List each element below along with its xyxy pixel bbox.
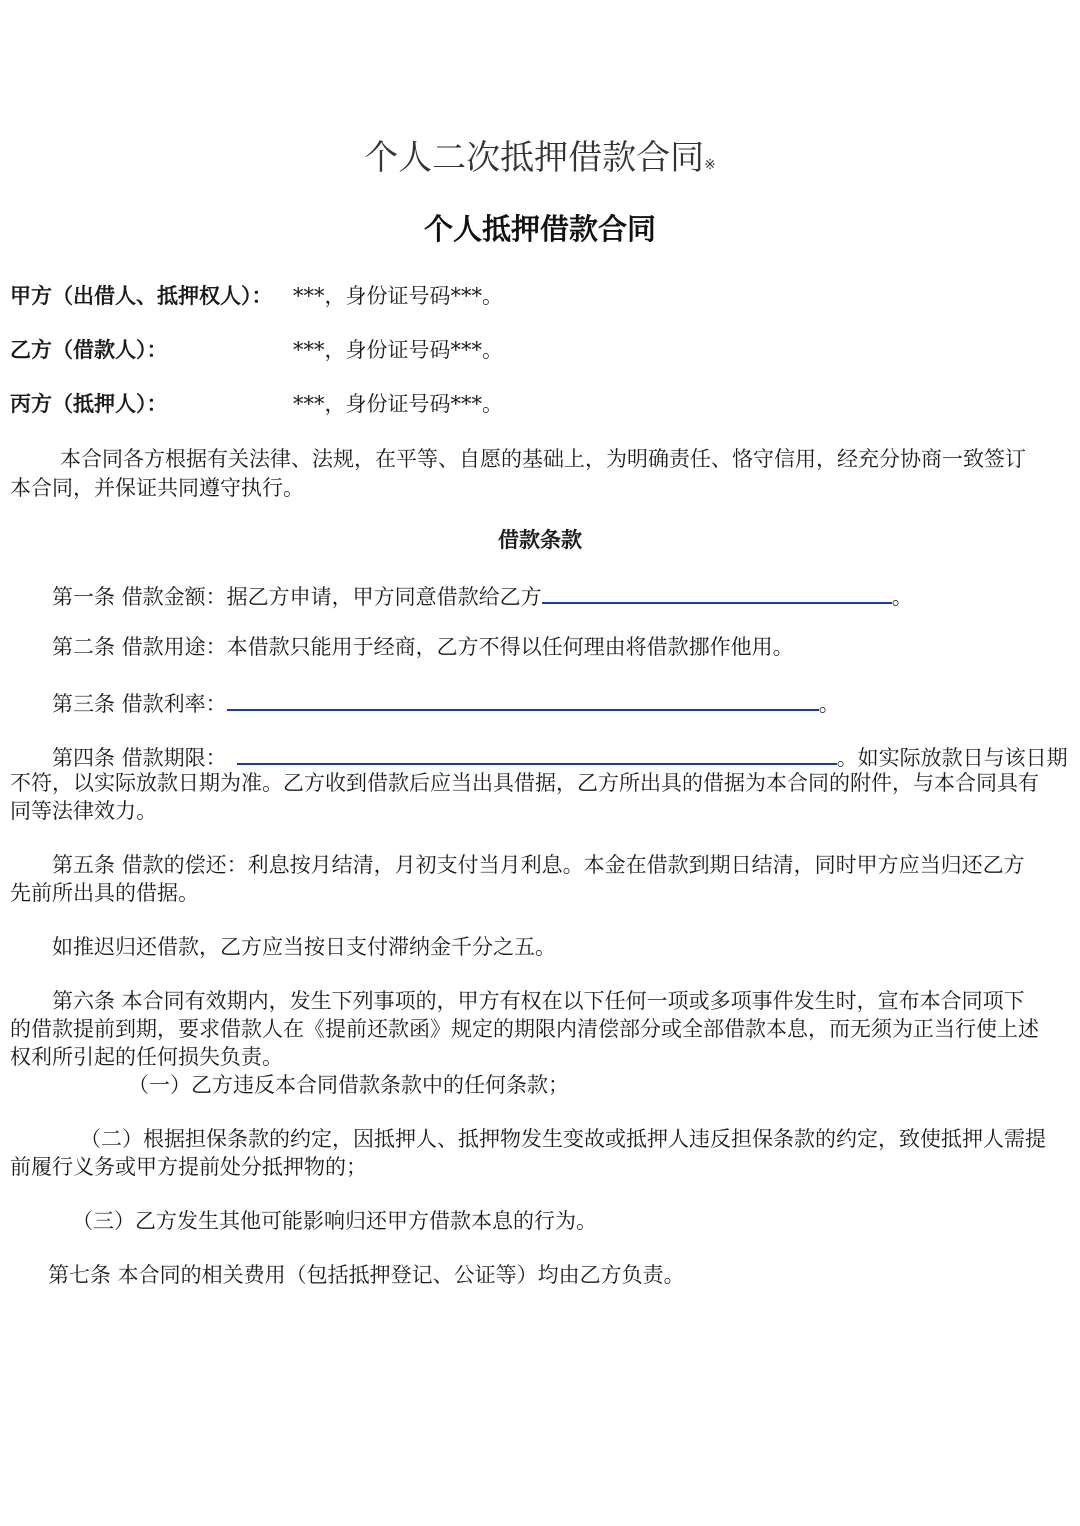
article-4-line-3: 同等法律效力。 bbox=[10, 799, 157, 823]
party-c-row bbox=[10, 390, 168, 418]
article-6-line-3: 权利所引起的任何损失负责。 bbox=[10, 1045, 283, 1069]
article-1-end: 。 bbox=[891, 585, 913, 609]
article-3-text: 第三条 借款利率： bbox=[52, 692, 227, 716]
section-title: 借款条款 bbox=[498, 528, 582, 552]
party-c-label: 丙方（抵押人）： bbox=[10, 392, 168, 416]
party-b-row bbox=[10, 336, 168, 364]
item-1: （一）乙方违反本合同借款条款中的任何条款； bbox=[128, 1073, 569, 1097]
title-reference-mark: ※ bbox=[704, 157, 716, 173]
loan-term-blank[interactable] bbox=[237, 741, 837, 765]
party-a-row bbox=[10, 282, 273, 310]
article-5-line-1: 第五条 借款的偿还：利息按月结清，月初支付当月利息。本金在借款到期日结清，同时甲方应当归还乙方 bbox=[52, 853, 1025, 877]
interest-rate-blank[interactable] bbox=[227, 687, 819, 711]
article-1-text: 第一条 借款金额：据乙方申请，甲方同意借款给乙方 bbox=[52, 585, 542, 609]
document-title bbox=[0, 136, 1080, 187]
party-a-label: 甲方（出借人、抵押权人）： bbox=[10, 284, 273, 308]
article-4-line-1 bbox=[52, 741, 1068, 772]
article-2: 第二条 借款用途：本借款只能用于经商，乙方不得以任何理由将借款挪作他用。 bbox=[52, 635, 794, 659]
article-4-after: 。如实际放款日与该日期 bbox=[836, 746, 1068, 770]
article-4-text: 第四条 借款期限： bbox=[52, 746, 227, 770]
loan-amount-blank[interactable] bbox=[542, 580, 892, 604]
party-b-label: 乙方（借款人）： bbox=[10, 338, 168, 362]
item-2-line-1: （二）根据担保条款的约定，因抵押人、抵押物发生变故或抵押人违反担保条款的约定，致使抵押人需提 bbox=[80, 1127, 1046, 1151]
document-title-text: 个人二次抵押借款合同 bbox=[364, 138, 705, 178]
preamble-line-2: 本合同，并保证共同遵守执行。 bbox=[10, 476, 304, 500]
item-3: （三）乙方发生其他可能影响归还甲方借款本息的行为。 bbox=[72, 1209, 597, 1233]
article-3-end: 。 bbox=[818, 692, 840, 716]
party-b-value: ***，身份证号码***。 bbox=[293, 338, 503, 362]
preamble-line-1: 本合同各方根据有关法律、法规，在平等、自愿的基础上，为明确责任、恪守信用，经充分协商一致签订 bbox=[60, 447, 1026, 471]
article-3 bbox=[52, 687, 840, 718]
article-6-line-2: 的借款提前到期，要求借款人在《提前还款函》规定的期限内清偿部分或全部借款本息，而无须为正当行使上述 bbox=[10, 1017, 1039, 1041]
article-4-line-2: 不符，以实际放款日期为准。乙方收到借款后应当出具借据，乙方所出具的借据为本合同的附件，与本合同具有 bbox=[10, 771, 1039, 795]
party-a-value: ***，身份证号码***。 bbox=[293, 284, 503, 308]
article-1 bbox=[52, 580, 913, 611]
party-c-value: ***，身份证号码***。 bbox=[293, 392, 503, 416]
article-7: 第七条 本合同的相关费用（包括抵押登记、公证等）均由乙方负责。 bbox=[48, 1263, 685, 1287]
article-6-line-1: 第六条 本合同有效期内，发生下列事项的，甲方有权在以下任何一项或多项事件发生时，宣布本合同项下 bbox=[52, 989, 1025, 1013]
penalty-clause: 如推迟归还借款，乙方应当按日支付滞纳金千分之五。 bbox=[52, 935, 556, 959]
document-subtitle: 个人抵押借款合同 bbox=[423, 212, 656, 246]
item-2-line-2: 前履行义务或甲方提前处分抵押物的； bbox=[10, 1155, 367, 1179]
article-5-line-2: 先前所出具的借据。 bbox=[10, 881, 199, 905]
